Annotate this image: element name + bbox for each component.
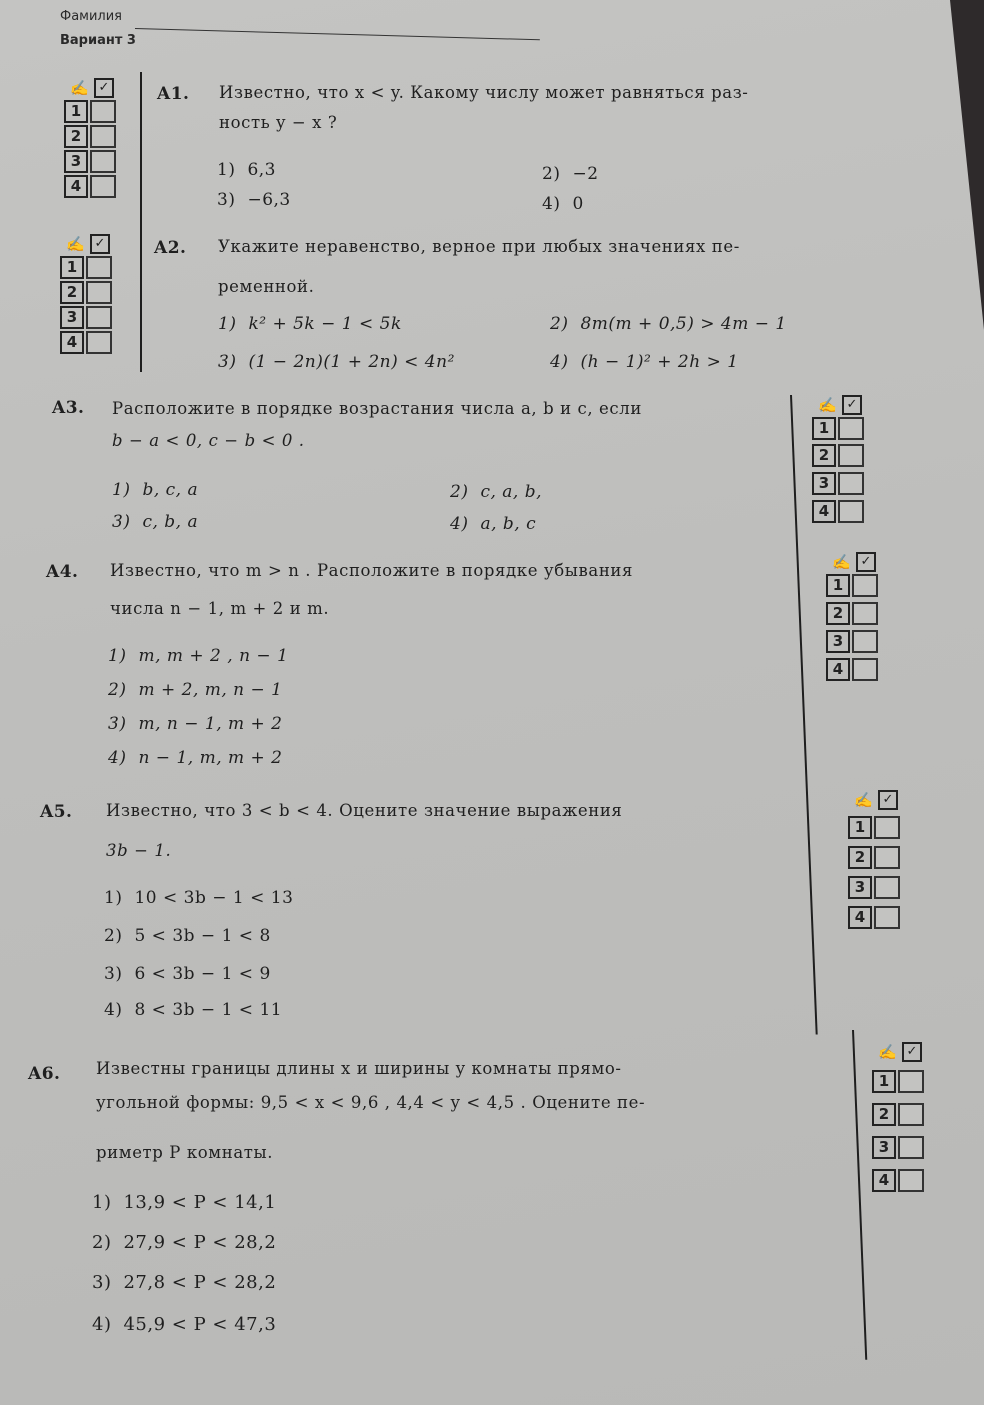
question-text: Известны границы длины x и ширины y комнаты прямо-	[96, 1059, 622, 1078]
question-text: 3b − 1.	[106, 841, 172, 860]
answer-number: 1	[60, 256, 84, 279]
answer-box-3[interactable]	[90, 150, 116, 173]
option-1: 1) 6,3	[217, 160, 276, 180]
option-3: 3) 6 < 3b − 1 < 9	[104, 964, 271, 984]
answer-number: 4	[872, 1169, 896, 1192]
pen-icon: ✍	[854, 791, 873, 809]
pen-icon: ✍	[70, 79, 89, 97]
answer-box-1[interactable]	[852, 574, 878, 597]
question-text: числа n − 1, m + 2 и m.	[110, 599, 330, 618]
question-number: A1.	[157, 84, 190, 104]
answer-number: 4	[60, 331, 84, 354]
answer-number: 3	[60, 306, 84, 329]
question-text: b − a < 0, c − b < 0 .	[112, 431, 305, 450]
option-4: 4) 45,9 < P < 47,3	[92, 1314, 277, 1335]
answer-number: 2	[848, 846, 872, 869]
pen-icon: ✍	[878, 1043, 897, 1061]
answer-box-4[interactable]	[90, 175, 116, 198]
answer-box-3[interactable]	[86, 306, 112, 329]
answer-box-2[interactable]	[852, 602, 878, 625]
answer-box-3[interactable]	[852, 630, 878, 653]
answer-grid-a4	[826, 552, 896, 683]
option-4: 4) n − 1, m, m + 2	[108, 748, 283, 768]
lastname-label: Фамилия	[60, 9, 122, 24]
answer-number: 3	[826, 630, 850, 653]
answer-grid-a3	[812, 395, 882, 525]
answer-number: 1	[872, 1070, 896, 1093]
divider-line	[140, 72, 142, 372]
answer-box-2[interactable]	[90, 125, 116, 148]
answer-box-2[interactable]	[898, 1103, 924, 1126]
pen-icon: ✍	[832, 553, 851, 571]
question-text: Известно, что x < y. Какому числу может равняться раз-	[219, 83, 749, 102]
option-4: 4) 8 < 3b − 1 < 11	[104, 1000, 283, 1020]
option-3: 3) 27,8 < P < 28,2	[92, 1272, 277, 1293]
answer-box-1[interactable]	[86, 256, 112, 279]
question-number: A3.	[52, 398, 85, 418]
pen-icon: ✍	[66, 235, 85, 253]
answer-box-2[interactable]	[874, 846, 900, 869]
answer-box-4[interactable]	[898, 1169, 924, 1192]
option-1: 1) b, c, a	[112, 480, 199, 500]
question-number: A5.	[40, 802, 73, 822]
answer-box-1[interactable]	[898, 1070, 924, 1093]
answer-box-1[interactable]	[838, 417, 864, 440]
answer-number: 2	[60, 281, 84, 304]
answer-grid-a2	[60, 234, 130, 356]
check-icon: ✓	[856, 552, 876, 572]
option-3: 3) (1 − 2n)(1 + 2n) < 4n²	[218, 352, 455, 372]
option-1: 1) 13,9 < P < 14,1	[92, 1192, 277, 1213]
option-1: 1) m, m + 2 , n − 1	[108, 646, 289, 666]
question-text: Расположите в порядке возрастания числа a, b и c, если	[112, 399, 642, 418]
question-number: A4.	[46, 562, 79, 582]
question-number: A2.	[154, 238, 187, 258]
answer-box-1[interactable]	[874, 816, 900, 839]
answer-box-1[interactable]	[90, 100, 116, 123]
question-number: A6.	[28, 1064, 61, 1084]
option-2: 2) 27,9 < P < 28,2	[92, 1232, 277, 1253]
option-3: 3) m, n − 1, m + 2	[108, 714, 283, 734]
option-3: 3) c, b, a	[112, 512, 199, 532]
answer-box-3[interactable]	[874, 876, 900, 899]
answer-number: 4	[826, 658, 850, 681]
answer-number: 4	[812, 500, 836, 523]
option-2: 2) −2	[542, 164, 599, 184]
answer-box-4[interactable]	[86, 331, 112, 354]
option-4: 4) 0	[542, 194, 584, 214]
question-text: Известно, что m > n . Расположите в порядке убывания	[110, 561, 634, 580]
answer-box-3[interactable]	[838, 472, 864, 495]
answer-box-3[interactable]	[898, 1136, 924, 1159]
answer-number: 1	[812, 417, 836, 440]
question-text: ременной.	[218, 277, 315, 296]
answer-number: 2	[872, 1103, 896, 1126]
option-4: 4) (h − 1)² + 2h > 1	[550, 352, 739, 372]
check-icon: ✓	[842, 395, 862, 415]
option-4: 4) a, b, c	[450, 514, 537, 534]
answer-grid-a5	[848, 790, 918, 931]
question-text: Укажите неравенство, верное при любых значениях пе-	[218, 237, 740, 256]
answer-grid-a6	[872, 1042, 942, 1194]
check-icon: ✓	[878, 790, 898, 810]
option-2: 2) 5 < 3b − 1 < 8	[104, 926, 271, 946]
answer-number: 2	[812, 444, 836, 467]
answer-box-2[interactable]	[86, 281, 112, 304]
check-icon: ✓	[90, 234, 110, 254]
answer-grid-a1	[64, 78, 134, 200]
answer-box-4[interactable]	[852, 658, 878, 681]
answer-box-4[interactable]	[874, 906, 900, 929]
variant-label: Вариант 3	[60, 33, 136, 48]
question-text: угольной формы: 9,5 < x < 9,6 , 4,4 < y < 4,5 . Оцените пе-	[96, 1093, 646, 1112]
answer-number: 2	[826, 602, 850, 625]
question-text: ность y − x ?	[219, 113, 338, 132]
option-2: 2) m + 2, m, n − 1	[108, 680, 283, 700]
answer-number: 1	[848, 816, 872, 839]
answer-number: 4	[64, 175, 88, 198]
check-icon: ✓	[94, 78, 114, 98]
answer-number: 3	[64, 150, 88, 173]
answer-number: 4	[848, 906, 872, 929]
question-text: риметр P комнаты.	[96, 1143, 274, 1162]
pen-icon: ✍	[818, 396, 837, 414]
answer-number: 3	[848, 876, 872, 899]
option-3: 3) −6,3	[217, 190, 291, 210]
answer-number: 2	[64, 125, 88, 148]
option-1: 1) k² + 5k − 1 < 5k	[218, 314, 402, 334]
question-text: Известно, что 3 < b < 4. Оцените значение выражения	[106, 801, 623, 820]
answer-number: 1	[64, 100, 88, 123]
option-2: 2) c, a, b,	[450, 482, 543, 502]
check-icon: ✓	[902, 1042, 922, 1062]
option-2: 2) 8m(m + 0,5) > 4m − 1	[550, 314, 787, 334]
answer-number: 1	[826, 574, 850, 597]
answer-number: 3	[812, 472, 836, 495]
answer-number: 3	[872, 1136, 896, 1159]
answer-box-2[interactable]	[838, 444, 864, 467]
answer-box-4[interactable]	[838, 500, 864, 523]
option-1: 1) 10 < 3b − 1 < 13	[104, 888, 294, 908]
